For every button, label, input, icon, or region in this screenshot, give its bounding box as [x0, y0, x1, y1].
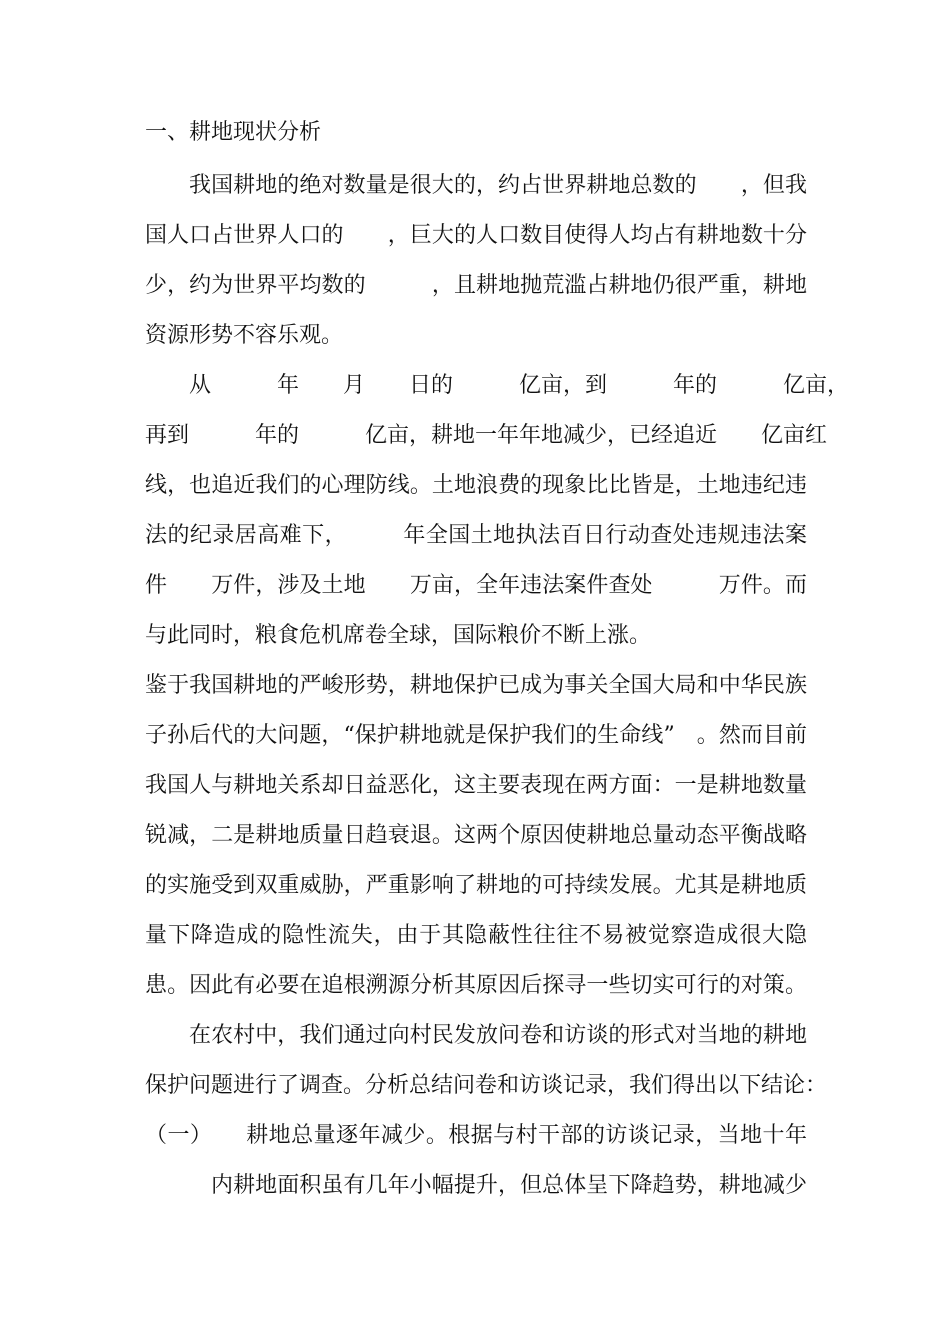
paragraph-line: 资源形势不容乐观。 — [145, 323, 344, 348]
paragraph-line: 与此同时，粮食危机席卷全球，国际粮价不断上涨。 — [145, 623, 652, 648]
paragraph-line: 子孙后代的大问题，“保护耕地就是保护我们的生命线” 。然而目前 — [145, 723, 807, 748]
paragraph-line: 患。因此有必要在追根溯源分析其原因后探寻一些切实可行的对策。 — [145, 973, 807, 998]
paragraph-line: 从 年 月 日的 亿亩，到 年的 亿亩， — [189, 373, 850, 398]
paragraph-line: 锐减，二是耕地质量日趋衰退。这两个原因使耕地总量动态平衡战略 — [145, 823, 807, 848]
paragraph-line: 再到 年的 亿亩，耕地一年年地减少，已经追近 亿亩红 — [145, 423, 828, 448]
paragraph-line: 的实施受到双重威胁，严重影响了耕地的可持续发展。尤其是耕地质 — [145, 873, 807, 898]
paragraph-line: 量下降造成的隐性流失，由于其隐蔽性往往不易被觉察造成很大隐 — [145, 923, 807, 948]
list-item-line: （一） 耕地总量逐年减少。根据与村干部的访谈记录，当地十年 — [145, 1123, 807, 1148]
paragraph-line: 线，也追近我们的心理防线。土地浪费的现象比比皆是，土地违纪违 — [145, 473, 807, 498]
paragraph-line: 件 万件，涉及土地 万亩，全年违法案件查处 万件。而 — [145, 573, 807, 598]
paragraph-line: 少，约为世界平均数的 ，且耕地抛荒滥占耕地仍很严重，耕地 — [145, 273, 807, 298]
paragraph-line: 我国人与耕地关系却日益恶化，这主要表现在两方面：一是耕地数量 — [145, 773, 807, 798]
section-heading: 一、耕地现状分析 — [145, 120, 322, 145]
paragraph-line: 在农村中，我们通过向村民发放问卷和访谈的形式对当地的耕地 — [189, 1023, 807, 1048]
paragraph-line: 保护问题进行了调查。分析总结问卷和访谈记录，我们得出以下结论： — [145, 1073, 828, 1098]
paragraph-line: 我国耕地的绝对数量是很大的，约占世界耕地总数的 ，但我 — [189, 173, 807, 198]
paragraph-line: 鉴于我国耕地的严峻形势，耕地保护已成为事关全国大局和中华民族 — [145, 673, 807, 698]
list-item-line: 内耕地面积虽有几年小幅提升，但总体呈下降趋势，耕地减少 — [211, 1173, 807, 1198]
paragraph-line: 法的纪录居高难下， 年全国土地执法百日行动查处违规违法案 — [145, 523, 807, 548]
paragraph-line: 国人口占世界人口的 ，巨大的人口数目使得人均占有耕地数十分 — [145, 223, 807, 248]
